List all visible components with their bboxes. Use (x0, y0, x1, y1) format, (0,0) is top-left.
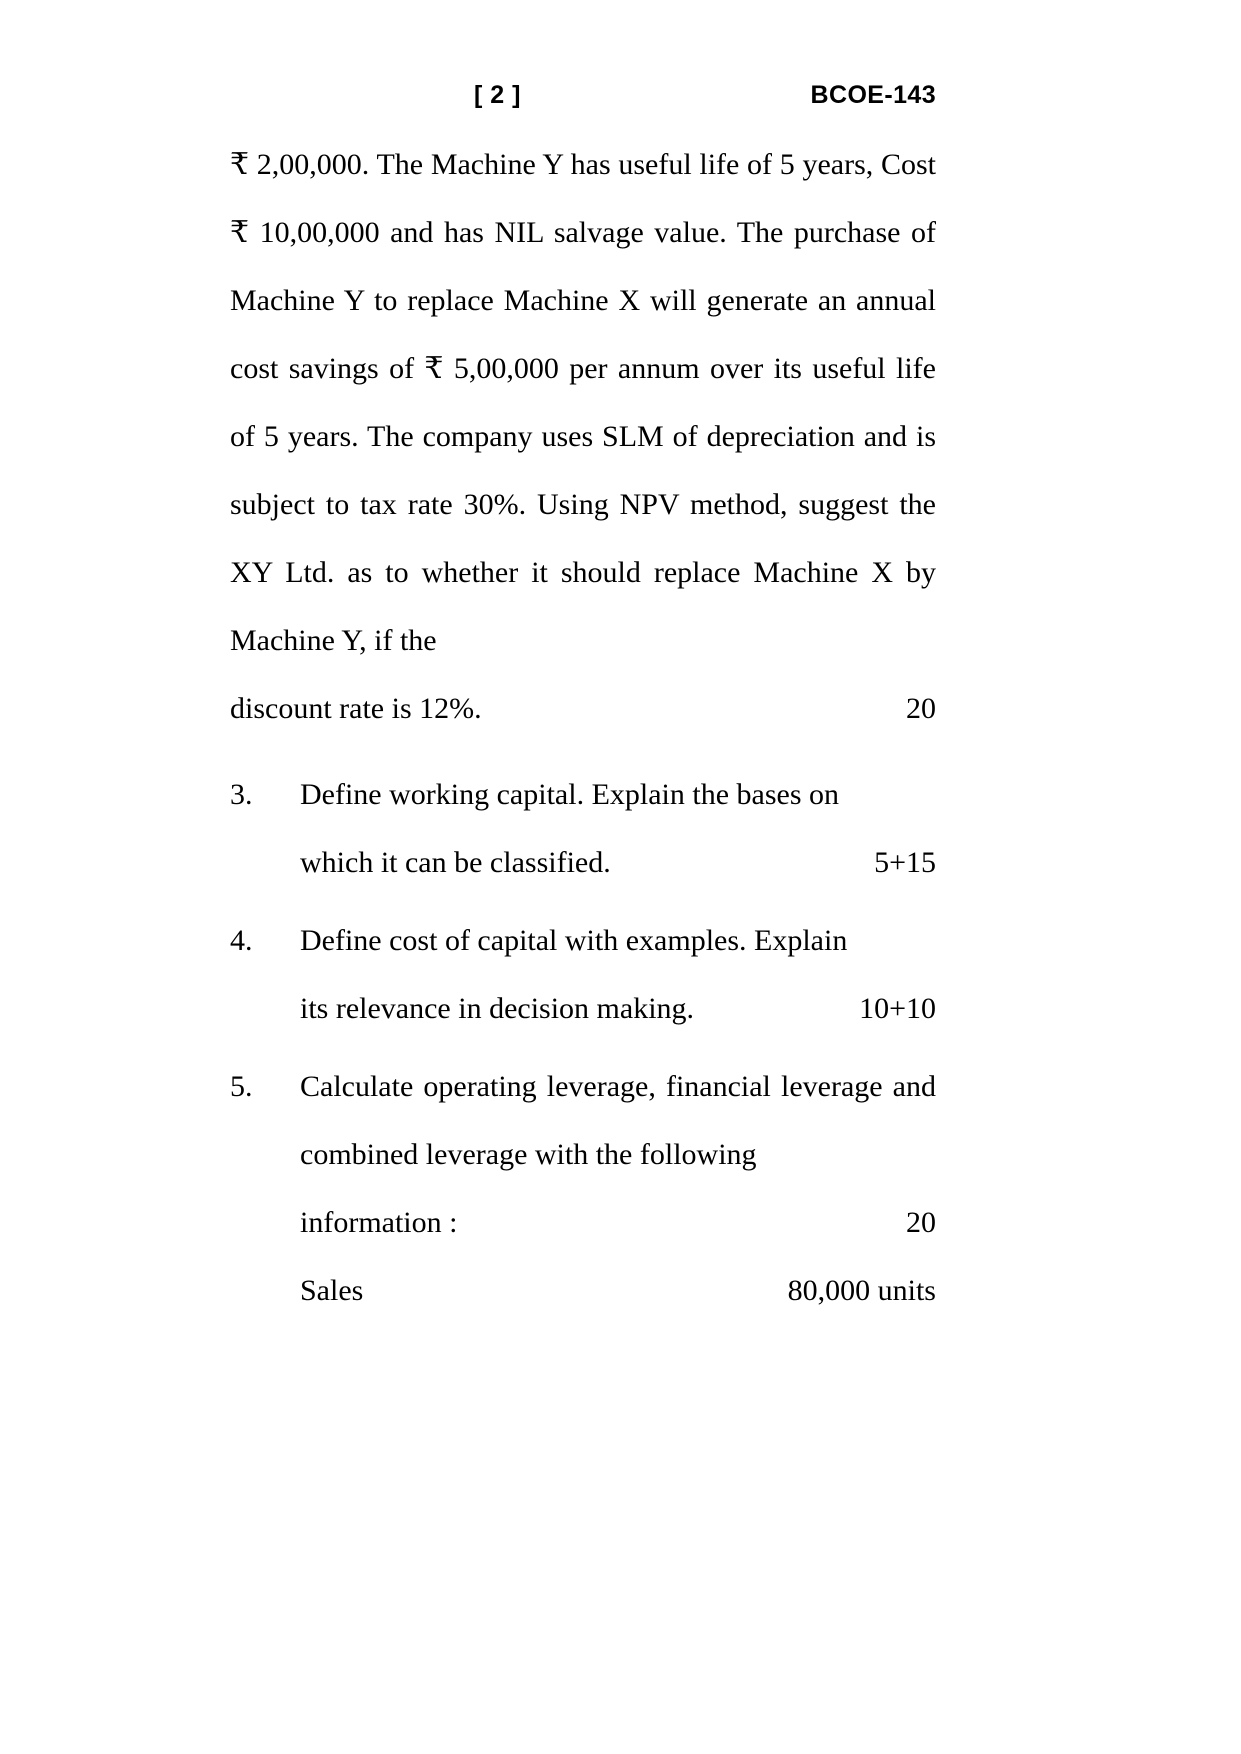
question-number-4: 4. (230, 924, 253, 957)
marks-value-5: 20 (906, 1206, 936, 1239)
data-row-label: Sales (300, 1274, 364, 1307)
question-text-4: Define cost of capital with examples. Explain (300, 924, 848, 957)
page-header (230, 78, 936, 112)
question-last-line-4 (300, 975, 936, 1043)
question-last-line-5 (300, 1189, 936, 1257)
question-gap-3-4 (230, 897, 936, 907)
data-row-sales (230, 1257, 936, 1325)
question-body (230, 131, 936, 1325)
question-number-3: 3. (230, 778, 253, 811)
question-last-line-3 (300, 829, 936, 897)
question-item-5 (230, 1053, 936, 1257)
question-item-4 (230, 907, 936, 1043)
paragraph-gap (230, 743, 936, 761)
page-number: [ 2 ] (474, 81, 521, 109)
question-last-line-text-5: information : (300, 1206, 458, 1239)
paper-code: BCOE-143 (810, 81, 936, 109)
question-text-3: Define working capital. Explain the bases on (300, 778, 840, 811)
data-row-value: 80,000 units (787, 1274, 936, 1307)
continued-paragraph-last-line (230, 675, 936, 743)
marks-value-3: 5+15 (874, 846, 936, 879)
marks-value: 20 (906, 692, 936, 725)
question-number-5: 5. (230, 1070, 253, 1103)
continued-paragraph (230, 131, 936, 743)
continued-paragraph-last-line-text: discount rate is 12%. (230, 692, 482, 725)
question-item-3 (230, 761, 936, 897)
continued-paragraph-text: ₹ 2,00,000. The Machine Y has useful life of 5 years, Cost ₹ 10,00,000 and has NIL salvage value. The purchase of Machine Y to replace Machine X will generate an annual cost savings of ₹ 5,00,000 per annum over its useful life of 5 years. The company uses SLM of depreciation and is subject to tax rate 30%. Using NPV method, suggest the XY Ltd. as to whether it should replace Machine X by Machine Y, if the (230, 148, 936, 657)
marks-value-4: 10+10 (859, 992, 936, 1025)
question-last-line-text-4: its relevance in decision making. (300, 992, 695, 1025)
question-text-5: Calculate operating leverage, financial leverage and combined leverage with the following (300, 1070, 936, 1171)
question-gap-4-5 (230, 1043, 936, 1053)
question-last-line-text-3: which it can be classified. (300, 846, 611, 879)
